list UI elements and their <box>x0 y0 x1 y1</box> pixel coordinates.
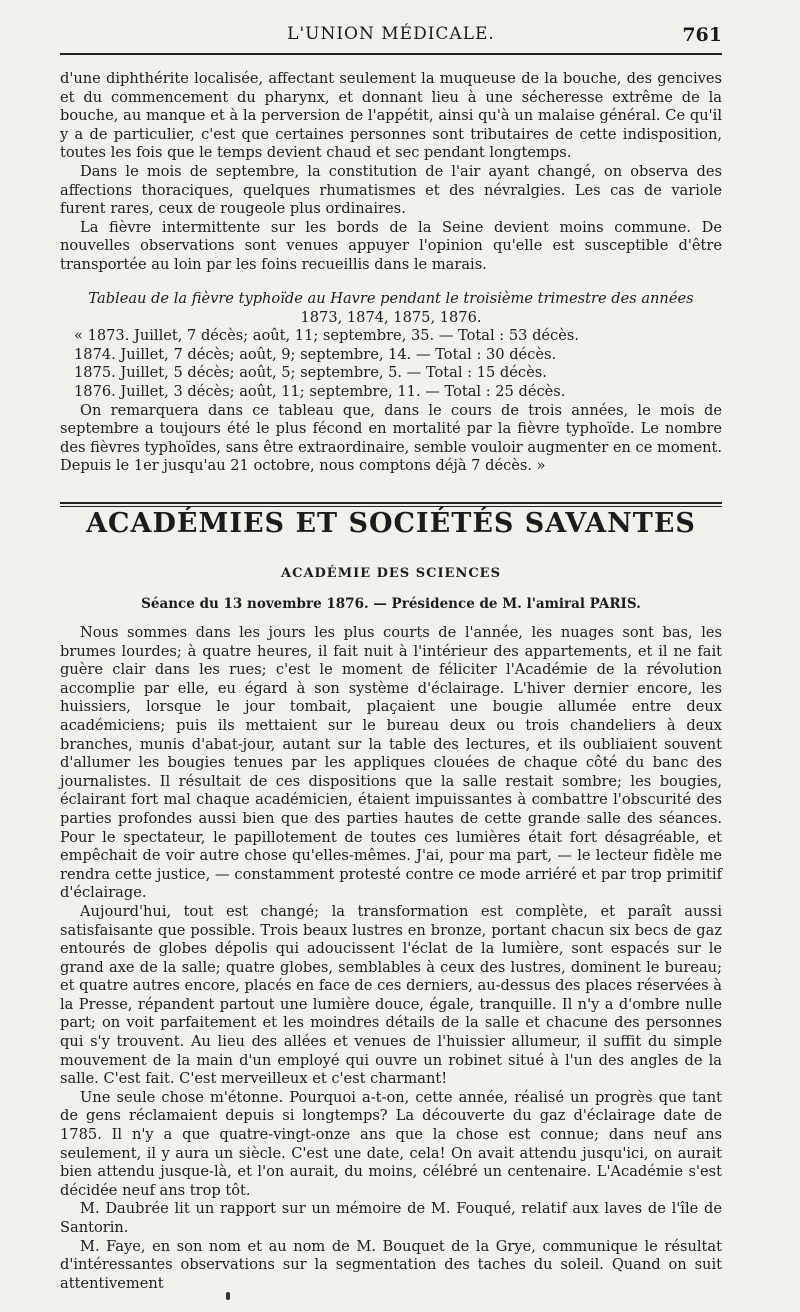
table-row: « 1873. Juillet, 7 décès; août, 11; septembre, 35. — Total : 53 décès. <box>74 327 579 345</box>
report-paragraph: Nous sommes dans les jours les plus courts de l'année, les nuages sont bas, les brumes lourdes; à quatre heures, il fait nuit à l'intérieur des appartements, et il ne fait guère clair dans les rues; c'est le moment de féliciter l'Académie de la révolution accomplie par elle, eu égard à son système d'éclairage. L'hiver dernier encore, les huissiers, lorsque le jour tombait, plaçaient une bougie allumée entre deux académiciens; puis ils mettaient sur le bureau deux ou trois chandeliers à deux branches, munis d'abat-jour, autant sur la table des lectures, et ils oubliaient souvent d'allumer les bougies tenues par les appliques clouées de chaque côté du banc des journalistes. Il résultait de ces dispositions que la salle restait sombre; les bougies, éclairant fort mal chaque académicien, étaient impuissantes à combattre l'obscurité des parties profondes aussi bien que des parties hautes de cette grande salle des séances. Pour le spectateur, le papillotement de toutes ces lumières était fort désagréable, et empêchait de voir autre chose qu'elles-mêmes. J'ai, pour ma part, — le lecteur fidèle me rendra cette justice, — constamment protesté contre ce mode arriéré et par trop primitif d'éclairage. <box>60 624 722 902</box>
intro-paragraph: d'une diphthérite localisée, affectant seulement la muqueuse de la bouche, des gencives et du commencement du pharynx, et donnant lieu à une sécheresse extrême de la bouche, au manque et à la perversion de l'appétit, ainsi qu'à un malaise général. Ce qu'il y a de particulier, c'est que certaines personnes sont tributaires de cette indisposition, toutes les fois que le temps devient chaud et sec pendant longtemps. <box>60 70 722 162</box>
journal-title: L'UNION MÉDICALE. <box>287 24 495 44</box>
table-years: 1873, 1874, 1875, 1876. <box>300 308 482 326</box>
section-rule <box>60 506 722 507</box>
typhoid-table <box>60 290 722 476</box>
page-number: 761 <box>682 24 722 46</box>
ink-mark <box>226 1292 230 1300</box>
header-rule <box>60 53 722 55</box>
section-title: ACADÉMIES ET SOCIÉTÉS SAVANTES <box>86 508 696 539</box>
running-header <box>60 24 722 50</box>
section-subtitle: ACADÉMIE DES SCIENCES <box>281 566 501 581</box>
section-rule <box>60 502 722 504</box>
table-row: 1874. Juillet, 7 décès; août, 9; septembre, 14. — Total : 30 décès. <box>74 345 557 363</box>
table-title: Tableau de la fièvre typhoïde au Havre pendant le troisième trimestre des années <box>88 290 694 307</box>
academy-report <box>60 624 722 1293</box>
report-paragraph: Une seule chose m'étonne. Pourquoi a-t-on, cette année, réalisé un progrès que tant de gens réclamaient depuis si longtemps? La découverte du gaz d'éclairage date de 1785. Il n'y a que quatre-vingt-onze ans que la chose est connue; dans neuf ans seulement, il y aura un siècle. C'est une date, cela! On avait attendu jusqu'ici, on aurait bien attendu jusque-là, et l'on aurait, du moins, célébré un centenaire. L'Académie s'est décidée neuf ans trop tôt. <box>60 1088 722 1199</box>
report-paragraph: M. Faye, en son nom et au nom de M. Bouquet de la Grye, communique le résultat d'intéressantes observations sur la segmentation des taches du soleil. Quand on suit attentivement <box>60 1237 722 1292</box>
table-row: 1876. Juillet, 3 décès; août, 11; septembre, 11. — Total : 25 décès. <box>74 382 566 400</box>
report-paragraph: M. Daubrée lit un rapport sur un mémoire de M. Fouqué, relatif aux laves de l'île de Santorin. <box>60 1200 722 1236</box>
intro-text <box>60 70 722 275</box>
intro-paragraph: Dans le mois de septembre, la constitution de l'air ayant changé, on observa des affections thoraciques, quelques rhumatismes et des névralgies. Les cas de variole furent rares, ceux de rougeole plus ordinaires. <box>60 162 722 218</box>
report-paragraph: Aujourd'hui, tout est changé; la transformation est complète, et paraît aussi satisfaisante que possible. Trois beaux lustres en bronze, portant chacun six becs de gaz entourés de globes dépolis qui adoucissent l'éclat de la lumière, sont espacés sur le grand axe de la salle; quatre globes, semblables à ceux des lustres, dominent le bureau; et quatre autres encore, placés en face de ces derniers, au-dessus des places réservées à la Presse, répandent partout une lumière douce, égale, tranquille. Il n'y a d'ombre nulle part; on voit parfaitement et les moindres détails de la salle et chacune des personnes qui s'y trouvent. Au lieu des allées et venues de l'huissier allumeur, il suffit du simple mouvement de la main d'un employé qui ouvre un robinet situé à l'un des angles de la salle. C'est fait. C'est merveilleux et c'est charmant! <box>60 902 722 1088</box>
intro-paragraph: La fièvre intermittente sur les bords de la Seine devient moins commune. De nouvelles observations sont venues appuyer l'opinion qu'elle est susceptible d'être transportée au loin par les foins recueillis dans le marais. <box>60 218 722 273</box>
table-row: 1875. Juillet, 5 décès; août, 5; septembre, 5. — Total : 15 décès. <box>74 364 547 382</box>
session-heading: Séance du 13 novembre 1876. — Présidence de M. l'amiral PARIS. <box>141 596 641 612</box>
table-remark: On remarquera dans ce tableau que, dans le cours de trois années, le mois de septembre a toujours été le plus fécond en mortalité par la fièvre typhoïde. Le nombre des fièvres typhoïdes, sans être extraordinaire, semble vouloir augmenter en ce moment. Depuis le 1er jusqu'au 21 octobre, nous comptons déjà 7 décès. » <box>60 401 722 475</box>
